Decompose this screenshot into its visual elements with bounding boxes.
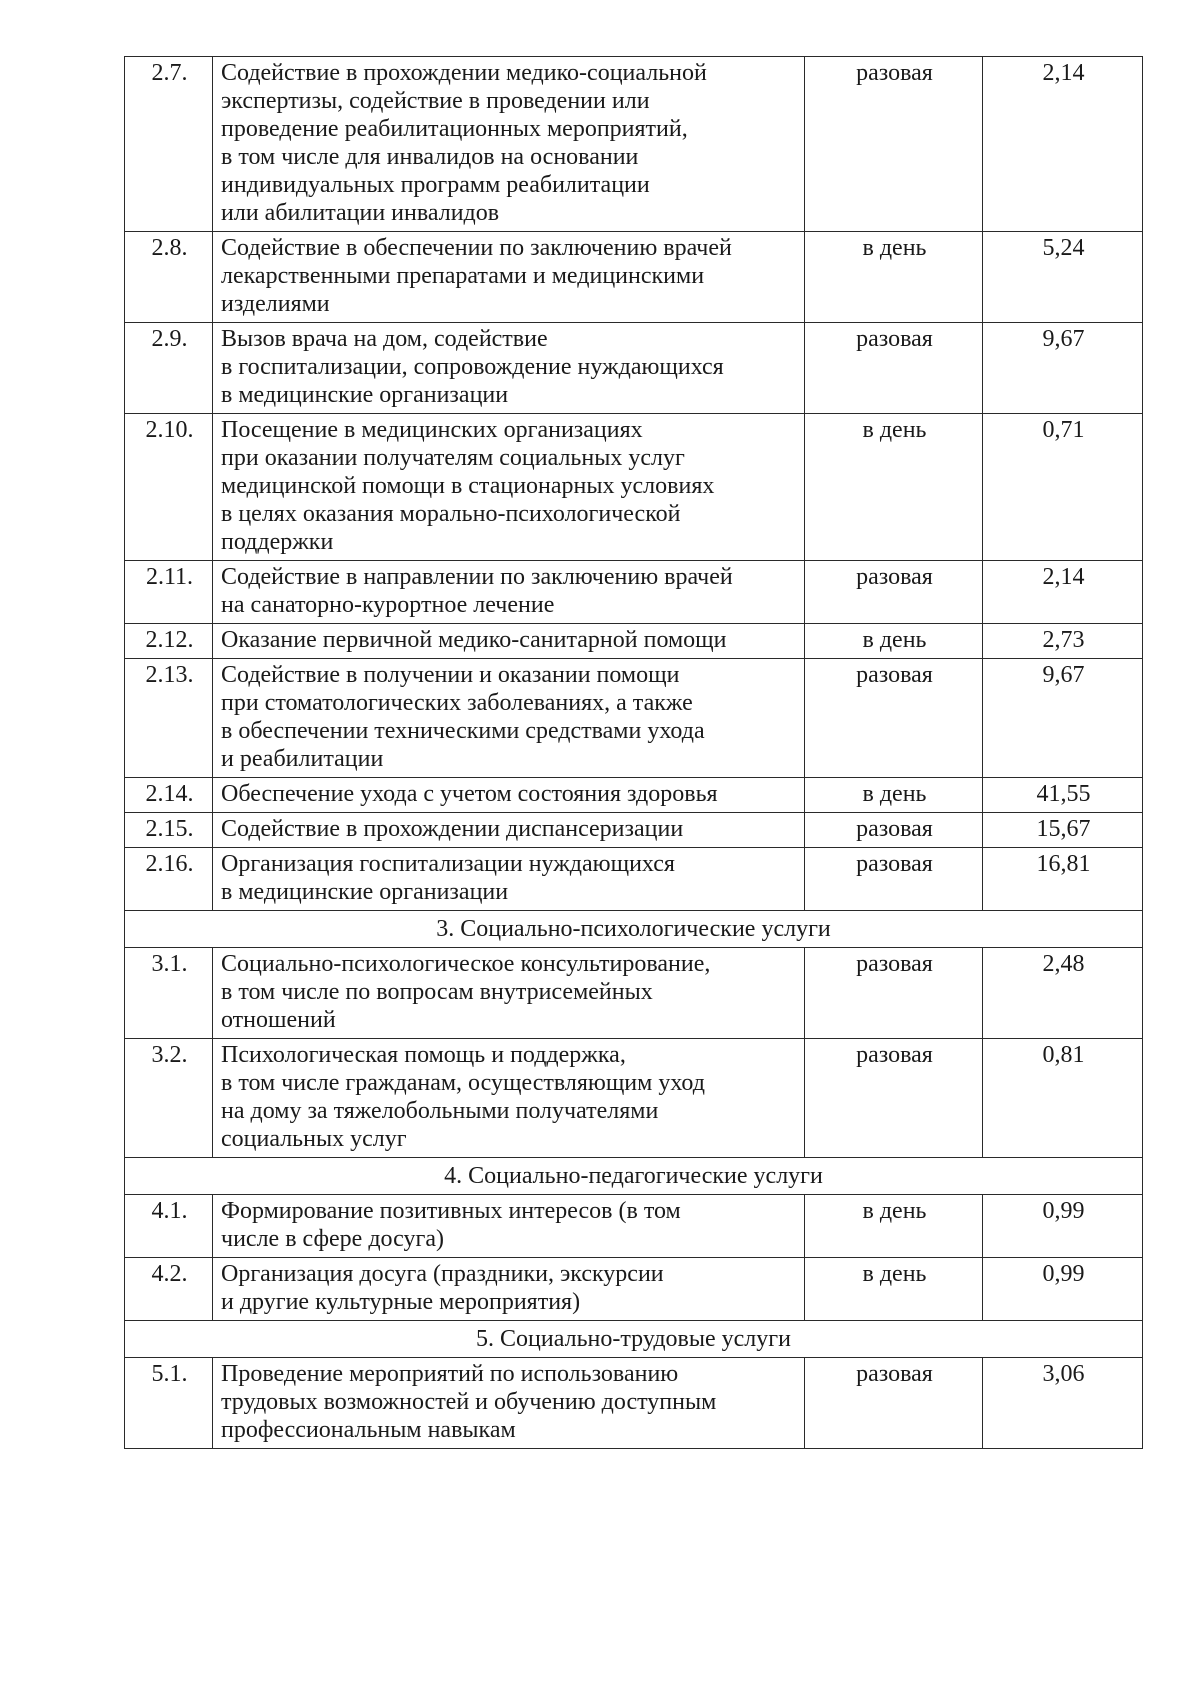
service-periodicity: разовая [805,848,983,911]
table-row [125,813,1143,848]
table-row [125,232,1143,323]
table-row [125,1039,1143,1158]
section-header-row [125,1321,1143,1358]
service-number: 2.15. [125,813,213,848]
service-name: Организация госпитализации нуждающихся в медицинские организации [213,848,805,911]
service-periodicity: в день [805,232,983,323]
service-periodicity: в день [805,624,983,659]
service-periodicity: в день [805,1195,983,1258]
services-table-body [125,57,1143,1449]
service-name: Посещение в медицинских организациях при оказании получателям социальных услуг медицинской помощи в стационарных условиях в целях оказания морально-психологической поддержки [213,414,805,561]
table-row [125,57,1143,232]
service-value: 0,81 [983,1039,1143,1158]
service-value: 2,14 [983,57,1143,232]
service-value: 15,67 [983,813,1143,848]
table-row [125,659,1143,778]
table-row [125,1258,1143,1321]
service-value: 0,99 [983,1258,1143,1321]
service-periodicity: разовая [805,1039,983,1158]
section-header-row [125,911,1143,948]
service-periodicity: в день [805,1258,983,1321]
service-number: 2.11. [125,561,213,624]
service-name: Содействие в направлении по заключению врачей на санаторно-курортное лечение [213,561,805,624]
table-row [125,1358,1143,1449]
service-number: 4.1. [125,1195,213,1258]
service-name: Содействие в прохождении медико-социальной экспертизы, содействие в проведении или проведение реабилитационных мероприятий, в том числе для инвалидов на основании индивидуальных программ реабилитации или абилитации инвалидов [213,57,805,232]
service-name: Оказание первичной медико-санитарной помощи [213,624,805,659]
service-name: Социально-психологическое консультирование, в том числе по вопросам внутрисемейных отношений [213,948,805,1039]
table-row [125,848,1143,911]
table-row [125,414,1143,561]
table-row [125,624,1143,659]
table-row [125,323,1143,414]
table-row [125,948,1143,1039]
service-value: 41,55 [983,778,1143,813]
service-number: 3.2. [125,1039,213,1158]
service-value: 9,67 [983,323,1143,414]
service-name: Содействие в обеспечении по заключению врачей лекарственными препаратами и медицинскими изделиями [213,232,805,323]
table-row [125,778,1143,813]
service-value: 3,06 [983,1358,1143,1449]
service-number: 2.14. [125,778,213,813]
service-number: 2.13. [125,659,213,778]
service-number: 2.16. [125,848,213,911]
service-name: Формирование позитивных интересов (в том числе в сфере досуга) [213,1195,805,1258]
service-value: 9,67 [983,659,1143,778]
service-periodicity: в день [805,778,983,813]
service-value: 5,24 [983,232,1143,323]
services-table [124,56,1143,1449]
service-number: 2.12. [125,624,213,659]
section-title: 5. Социально-трудовые услуги [125,1321,1143,1358]
service-name: Вызов врача на дом, содействие в госпитализации, сопровождение нуждающихся в медицинские организации [213,323,805,414]
service-periodicity: разовая [805,1358,983,1449]
service-number: 2.8. [125,232,213,323]
section-title: 4. Социально-педагогические услуги [125,1158,1143,1195]
service-name: Проведение мероприятий по использованию трудовых возможностей и обучению доступным профессиональным навыкам [213,1358,805,1449]
service-periodicity: в день [805,414,983,561]
service-periodicity: разовая [805,813,983,848]
service-value: 2,14 [983,561,1143,624]
service-number: 4.2. [125,1258,213,1321]
service-name: Организация досуга (праздники, экскурсии и другие культурные мероприятия) [213,1258,805,1321]
service-value: 0,99 [983,1195,1143,1258]
table-row [125,1195,1143,1258]
service-value: 2,73 [983,624,1143,659]
service-number: 5.1. [125,1358,213,1449]
service-name: Обеспечение ухода с учетом состояния здоровья [213,778,805,813]
service-number: 2.9. [125,323,213,414]
service-value: 0,71 [983,414,1143,561]
service-name: Психологическая помощь и поддержка, в том числе гражданам, осуществляющим уход на дому за тяжелобольными получателями социальных услуг [213,1039,805,1158]
service-number: 2.7. [125,57,213,232]
service-value: 16,81 [983,848,1143,911]
service-number: 2.10. [125,414,213,561]
service-name: Содействие в получении и оказании помощи при стоматологических заболеваниях, а также в обеспечении техническими средствами ухода и реабилитации [213,659,805,778]
section-header-row [125,1158,1143,1195]
table-row [125,561,1143,624]
service-value: 2,48 [983,948,1143,1039]
service-periodicity: разовая [805,323,983,414]
service-name: Содействие в прохождении диспансеризации [213,813,805,848]
document-page [124,56,1142,1449]
section-title: 3. Социально-психологические услуги [125,911,1143,948]
service-periodicity: разовая [805,561,983,624]
service-periodicity: разовая [805,659,983,778]
service-periodicity: разовая [805,948,983,1039]
service-number: 3.1. [125,948,213,1039]
service-periodicity: разовая [805,57,983,232]
